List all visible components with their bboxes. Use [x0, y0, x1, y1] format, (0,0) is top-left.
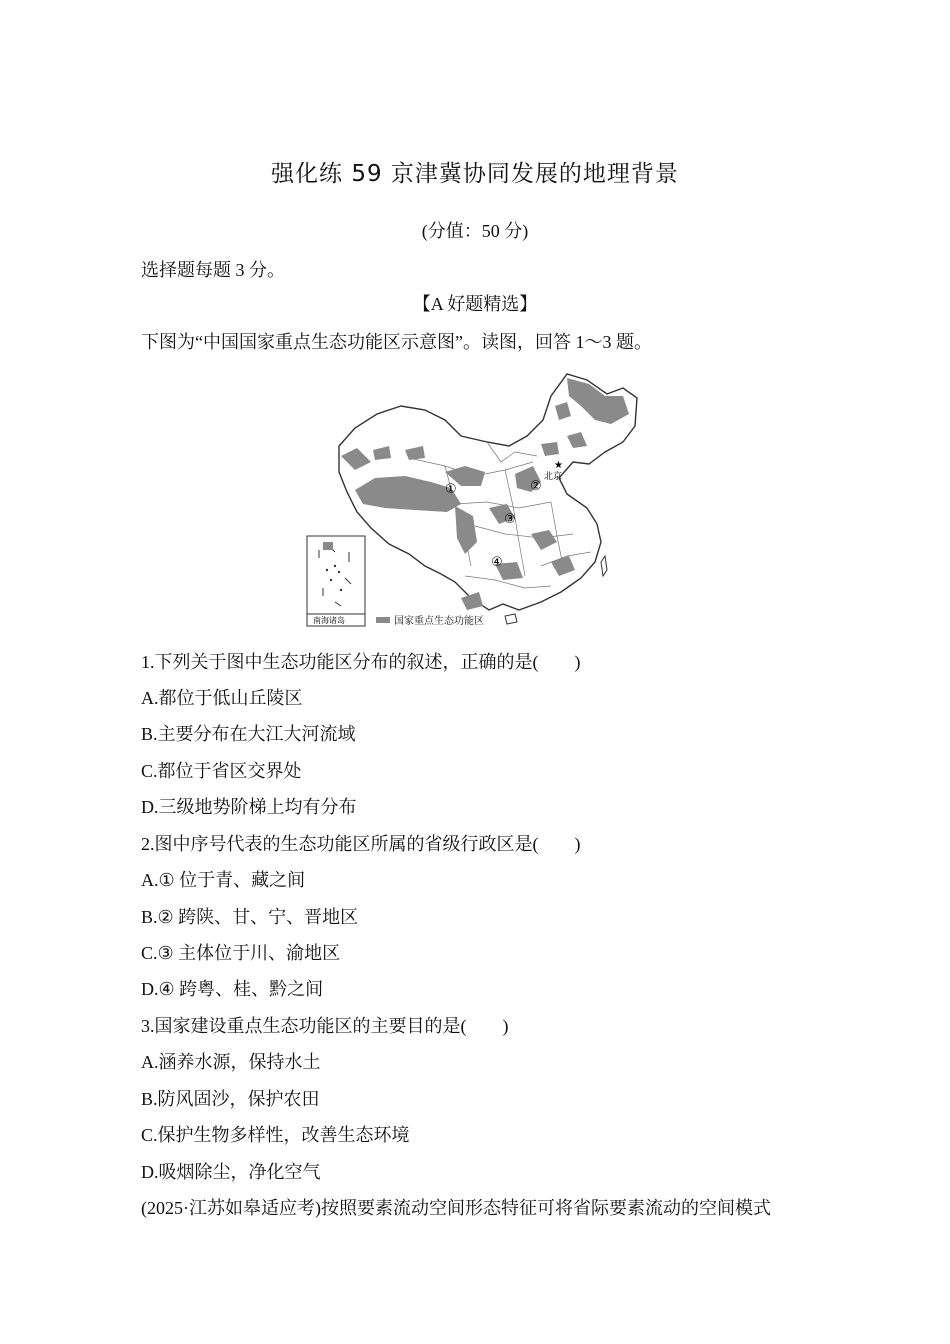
intro-text: 下图为“中国国家重点生态功能区示意图”。读图，回答 1～3 题。: [141, 332, 652, 352]
page-title: 强化练 59 京津冀协同发展的地理背景: [271, 161, 679, 187]
hainan-island: [505, 614, 517, 624]
south-sea-inset: [307, 536, 365, 626]
marker-4: ④: [491, 555, 503, 570]
q2-option-d[interactable]: D.④ 跨粤、桂、黔之间: [141, 979, 324, 999]
beijing-star-icon: ★: [554, 460, 563, 471]
q3-option-a[interactable]: A.涵养水源，保持水土: [141, 1052, 321, 1072]
q1-option-a[interactable]: A.都位于低山丘陵区: [141, 688, 303, 708]
q1-option-b[interactable]: B.主要分布在大江大河流域: [141, 724, 356, 744]
section-header: 【A 好题精选】: [412, 294, 538, 314]
next-passage-text: (2025·江苏如皋适应考)按照要素流动空间形态特征可将省际要素流动的空间模式: [141, 1198, 771, 1218]
q2-option-c[interactable]: C.③ 主体位于川、渝地区: [141, 943, 341, 963]
q1-stem: 1.下列关于图中生态功能区分布的叙述，正确的是( ): [141, 652, 581, 672]
q2-option-b[interactable]: B.② 跨陕、甘、宁、晋地区: [141, 907, 359, 927]
marker-3: ③: [504, 512, 516, 527]
q2-option-a[interactable]: A.① 位于青、藏之间: [141, 870, 306, 890]
instruction-text: 选择题每题 3 分。: [141, 260, 285, 280]
q3-stem: 3.国家建设重点生态功能区的主要目的是( ): [141, 1016, 509, 1036]
map-legend: [376, 612, 484, 627]
score-line: (分值：50 分): [421, 221, 529, 241]
q1-option-d[interactable]: D.三级地势阶梯上均有分布: [141, 797, 357, 817]
legend-swatch: [376, 617, 390, 623]
q2-stem: 2.图中序号代表的生态功能区所属的省级行政区是( ): [141, 834, 581, 854]
legend-label: 国家重点生态功能区: [394, 616, 484, 627]
q3-option-d[interactable]: D.吸烟除尘，净化空气: [141, 1162, 321, 1182]
marker-1: ①: [445, 482, 457, 497]
q3-option-b[interactable]: B.防风固沙，保护农田: [141, 1089, 320, 1109]
q3-option-c[interactable]: C.保护生物多样性，改善生态环境: [141, 1125, 410, 1145]
map-svg: [305, 366, 645, 631]
marker-2: ②: [530, 479, 542, 494]
q1-option-c[interactable]: C.都位于省区交界处: [141, 761, 302, 781]
beijing-label: 北京: [544, 472, 563, 482]
china-eco-map: [305, 366, 645, 631]
inset-label: 南海诸岛: [313, 616, 345, 625]
taiwan-island: [601, 556, 607, 576]
